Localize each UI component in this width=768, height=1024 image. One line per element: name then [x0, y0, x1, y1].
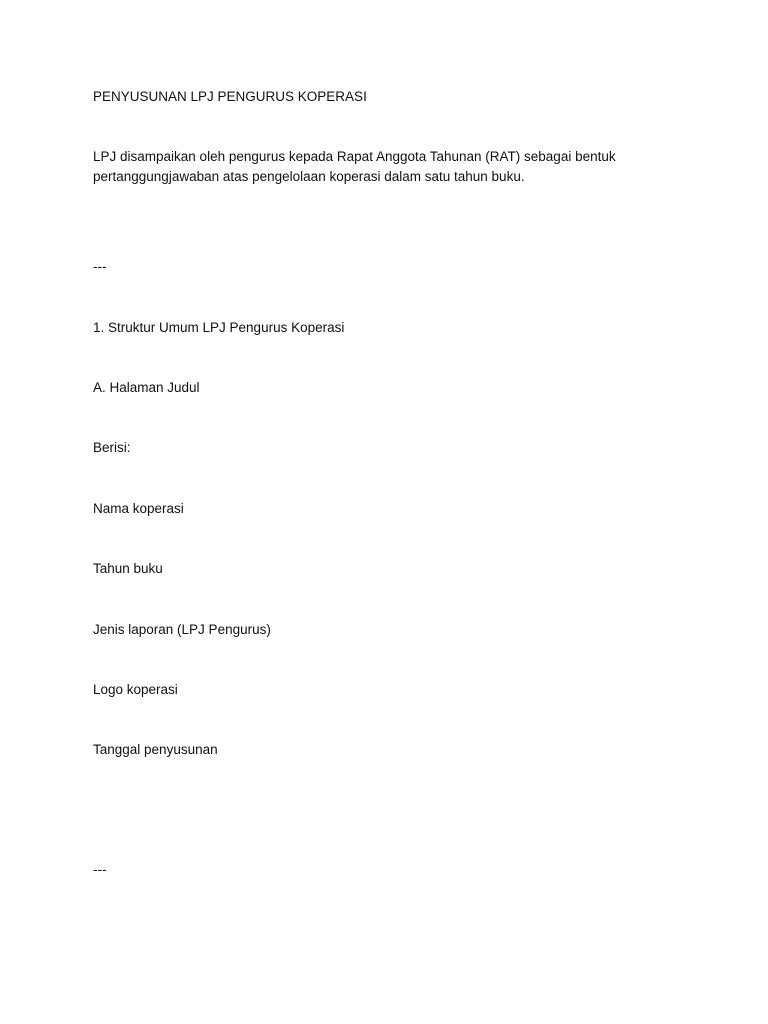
subsection-heading: A. Halaman Judul	[93, 380, 200, 395]
intro-line-1: LPJ disampaikan oleh pengurus kepada Rapat Anggota Tahunan (RAT) sebagai bentuk	[93, 149, 616, 164]
separator: ---	[93, 862, 107, 877]
list-item: Nama koperasi	[93, 501, 184, 516]
list-item: Tahun buku	[93, 561, 163, 576]
section-heading: 1. Struktur Umum LPJ Pengurus Koperasi	[93, 320, 345, 335]
intro-paragraph	[93, 147, 653, 187]
contents-label: Berisi:	[93, 440, 131, 455]
list-item: Logo koperasi	[93, 682, 178, 697]
intro-line-2: pertanggungjawaban atas pengelolaan koperasi dalam satu tahun buku.	[93, 169, 525, 184]
list-item: Tanggal penyusunan	[93, 742, 218, 757]
list-item: Jenis laporan (LPJ Pengurus)	[93, 622, 271, 637]
document-title: PENYUSUNAN LPJ PENGURUS KOPERASI	[93, 89, 367, 104]
separator: ---	[93, 259, 107, 274]
